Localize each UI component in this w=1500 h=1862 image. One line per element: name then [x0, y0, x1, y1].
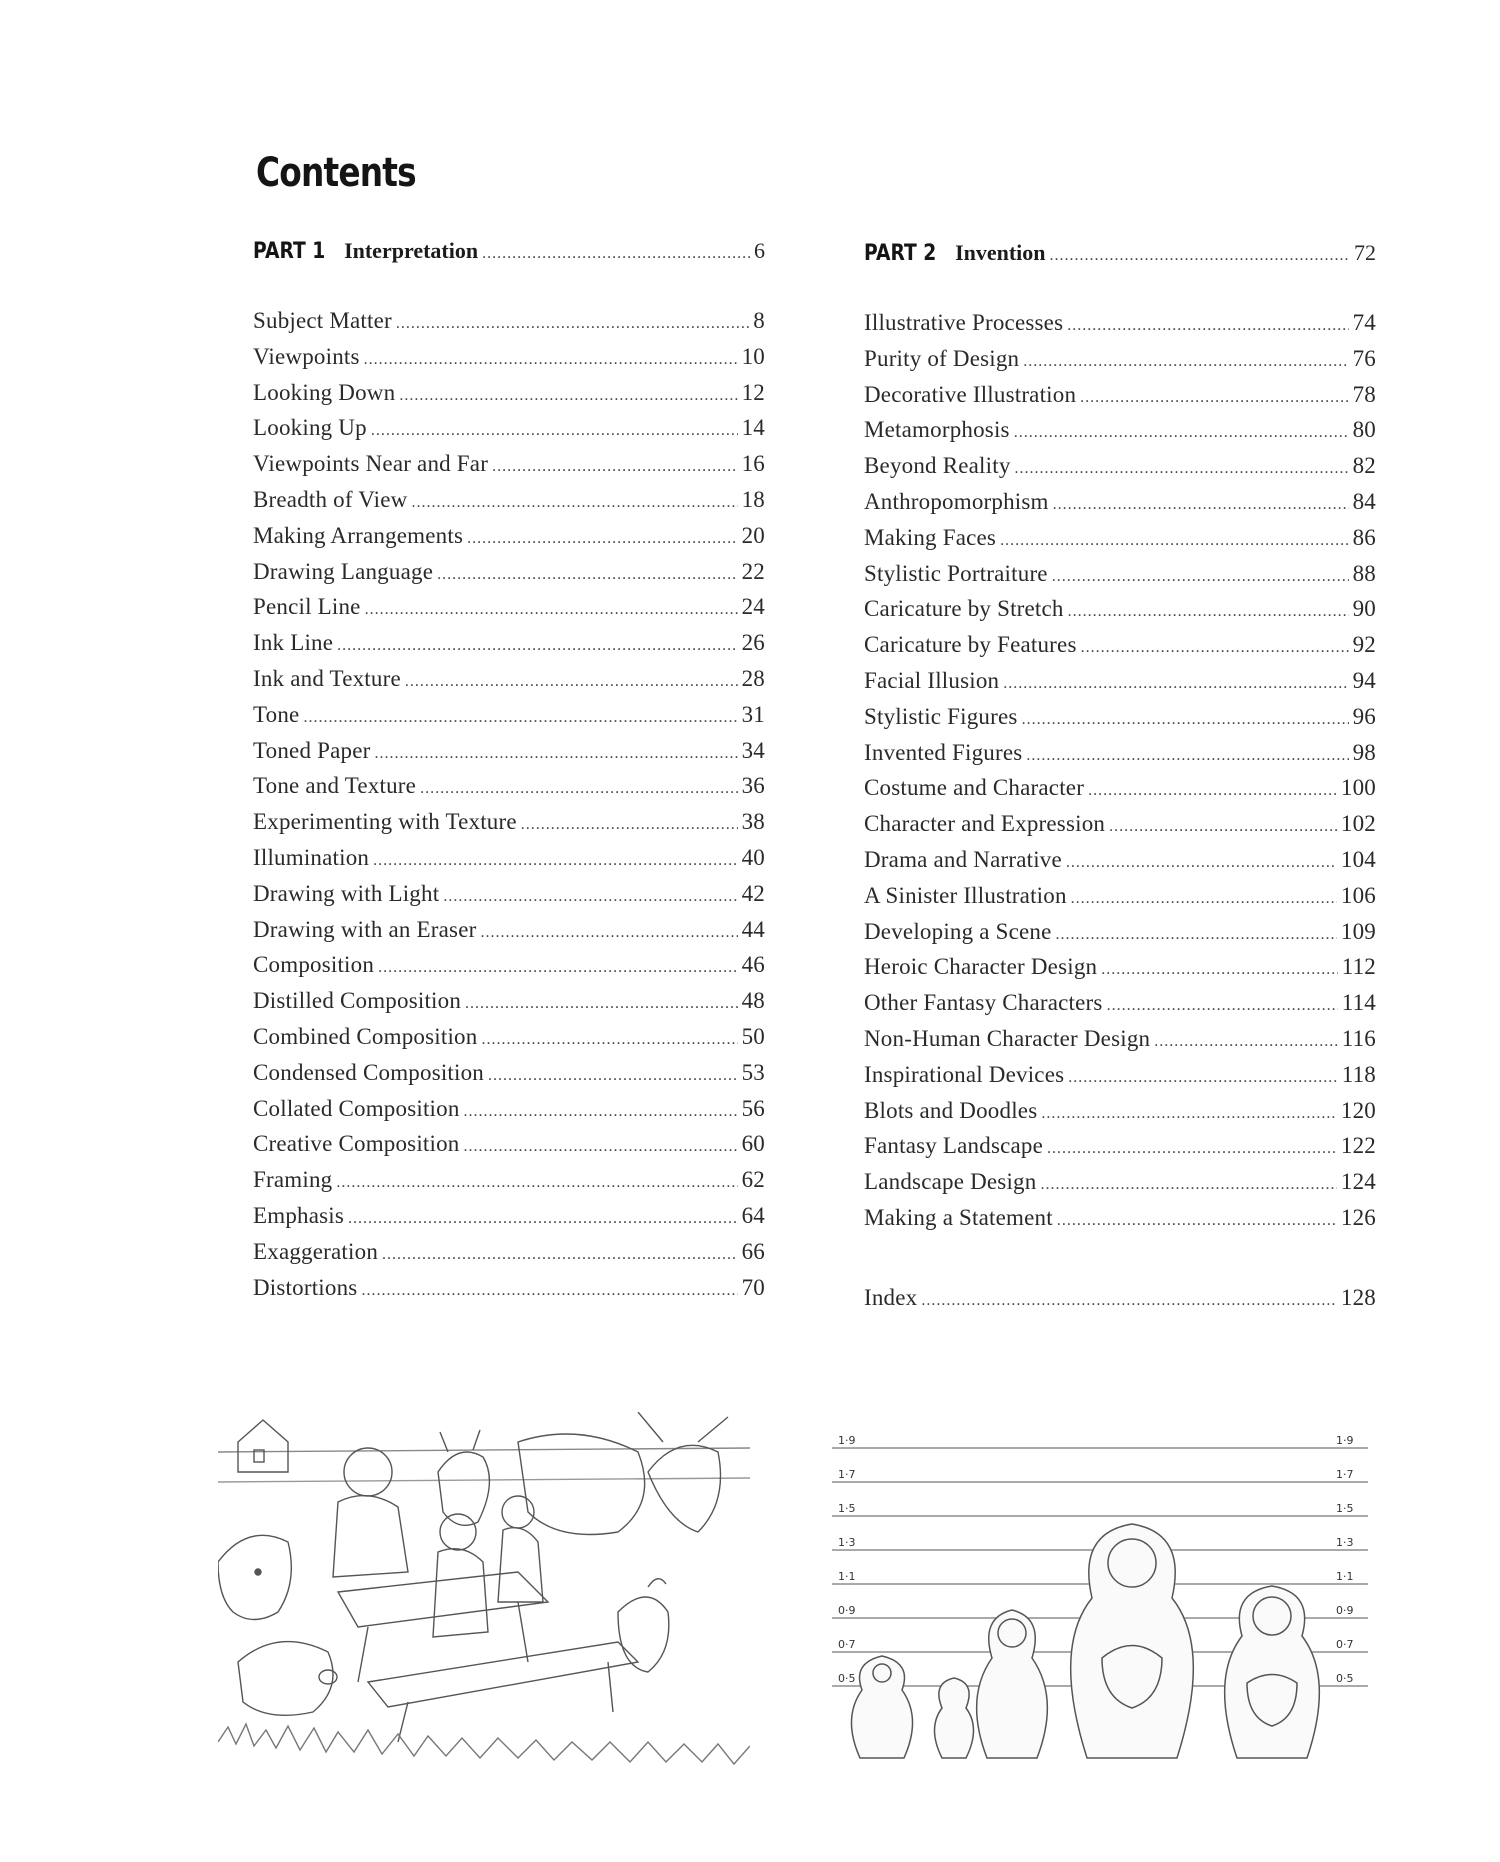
- leader-dots: [420, 780, 738, 798]
- toc-entry[interactable]: [864, 382, 1376, 418]
- toc-entry-title: Exaggeration: [253, 1238, 379, 1264]
- toc-entry-title: Metamorphosis: [864, 417, 1010, 443]
- toc-entry-title: Composition: [253, 952, 375, 978]
- toc-entry[interactable]: [864, 310, 1376, 346]
- toc-entry-page: 80: [1352, 417, 1376, 443]
- toc-entry-page: 104: [1340, 846, 1376, 872]
- nesting-dolls-height-chart-sketch-icon: [832, 1428, 1368, 1766]
- toc-entry-page: 102: [1340, 811, 1376, 837]
- leader-dots: [1052, 568, 1349, 586]
- toc-entry[interactable]: [864, 561, 1376, 597]
- leader-dots: [412, 494, 738, 512]
- leader-dots: [382, 1246, 738, 1264]
- leader-dots: [1080, 389, 1348, 407]
- scale-label: 1·9: [838, 1434, 856, 1447]
- leader-dots: [1056, 926, 1337, 944]
- toc-entry-page: 48: [741, 988, 765, 1014]
- toc-part2-column: [864, 240, 1376, 1321]
- leader-dots: [443, 888, 737, 906]
- scale-label: 0·7: [1336, 1638, 1354, 1651]
- toc-entry-page: 114: [1341, 990, 1376, 1016]
- toc-entry-title: Drawing with Light: [253, 880, 440, 906]
- toc-entry[interactable]: [864, 489, 1376, 525]
- part1-entries: [253, 308, 765, 1310]
- toc-entry-title: Caricature by Features: [864, 632, 1077, 658]
- toc-entry[interactable]: [253, 952, 765, 988]
- toc-entry-title: Collated Composition: [253, 1095, 460, 1121]
- toc-entry-title: Non-Human Character Design: [864, 1025, 1151, 1051]
- leader-dots: [921, 1292, 1337, 1310]
- toc-entry[interactable]: [253, 559, 765, 595]
- leader-dots: [521, 816, 738, 834]
- toc-entry[interactable]: [253, 415, 765, 451]
- toc-entry[interactable]: [253, 1131, 765, 1167]
- toc-entry-title: Beyond Reality: [864, 453, 1011, 479]
- leader-dots: [337, 637, 737, 655]
- toc-entry-page: 106: [1340, 882, 1376, 908]
- scale-label: 1·1: [1336, 1570, 1354, 1583]
- toc-entry-page: 50: [741, 1023, 765, 1049]
- toc-entry-title: Drawing Language: [253, 558, 434, 584]
- toc-entry-page: 38: [741, 809, 765, 835]
- toc-entry-page: 112: [1341, 954, 1376, 980]
- scale-label: 1·1: [838, 1570, 856, 1583]
- toc-entry-title: Illustrative Processes: [864, 310, 1064, 335]
- page-title: Contents: [256, 150, 416, 196]
- toc-entry[interactable]: [864, 1205, 1376, 1241]
- toc-entry-title: Purity of Design: [864, 345, 1020, 371]
- toc-entry[interactable]: [253, 1203, 765, 1239]
- toc-entry-page: 18: [741, 486, 765, 512]
- toc-entry[interactable]: [253, 1060, 765, 1096]
- toc-entry-title: Blots and Doodles: [864, 1097, 1038, 1123]
- toc-entry-title: Viewpoints Near and Far: [253, 451, 489, 477]
- toc-entry[interactable]: [864, 668, 1376, 704]
- part1-label: PART 1: [253, 239, 326, 264]
- leader-dots: [1053, 496, 1349, 514]
- leader-dots: [488, 1067, 738, 1085]
- toc-entry-title: A Sinister Illustration: [864, 882, 1067, 908]
- toc-entry-title: Invented Figures: [864, 739, 1023, 765]
- toc-entry[interactable]: [253, 738, 765, 774]
- toc-entry[interactable]: [253, 1167, 765, 1203]
- part2-heading[interactable]: [864, 240, 1376, 276]
- toc-entry-title: Emphasis: [253, 1202, 345, 1228]
- toc-entry-title: Caricature by Stretch: [864, 596, 1064, 622]
- toc-entry-title: Framing: [253, 1167, 333, 1193]
- toc-entry-title: Toned Paper: [253, 737, 371, 763]
- toc-entry-title: Breadth of View: [253, 486, 408, 512]
- leader-dots: [364, 351, 738, 369]
- toc-entry[interactable]: [864, 346, 1376, 382]
- toc-entry[interactable]: [253, 845, 765, 881]
- toc-entry-title: Inspirational Devices: [864, 1061, 1065, 1087]
- toc-entry-title: Creative Composition: [253, 1131, 460, 1157]
- toc-entry[interactable]: [864, 1062, 1376, 1098]
- toc-entry-title: Distilled Composition: [253, 988, 462, 1014]
- toc-entry-page: 94: [1352, 667, 1376, 693]
- leader-dots: [1068, 603, 1349, 621]
- toc-entry-page: 62: [741, 1167, 765, 1193]
- leader-dots: [361, 1282, 737, 1300]
- toc-entry-page: 31: [741, 701, 765, 727]
- scale-label: 1·7: [1336, 1468, 1354, 1481]
- leader-dots: [1109, 818, 1337, 836]
- toc-entry[interactable]: [253, 344, 765, 380]
- leader-dots: [1057, 1212, 1337, 1230]
- toc-entry[interactable]: [864, 990, 1376, 1026]
- leader-dots: [464, 1103, 738, 1121]
- toc-entry-title: Tone and Texture: [253, 773, 417, 799]
- toc-entry-title: Subject Matter: [253, 308, 392, 333]
- toc-entry[interactable]: [253, 451, 765, 487]
- toc-entry-title: Condensed Composition: [253, 1059, 485, 1085]
- toc-entry-page: 56: [741, 1095, 765, 1121]
- toc-entry-title: Illumination: [253, 844, 370, 870]
- leader-dots: [465, 995, 738, 1013]
- toc-entry-title: Costume and Character: [864, 775, 1085, 801]
- toc-entry[interactable]: [864, 775, 1376, 811]
- toc-entry-page: 64: [741, 1202, 765, 1228]
- toc-entry[interactable]: [864, 740, 1376, 776]
- toc-entry[interactable]: [864, 525, 1376, 561]
- toc-part1-column: [253, 238, 765, 1310]
- toc-entry[interactable]: [864, 1098, 1376, 1134]
- toc-entry[interactable]: [253, 1275, 765, 1311]
- toc-entry-page: 109: [1340, 918, 1376, 944]
- toc-entry-page: 92: [1352, 632, 1376, 658]
- toc-entry-title: Drawing with an Eraser: [253, 916, 477, 942]
- toc-entry-page: 120: [1340, 1097, 1376, 1123]
- part2-label: PART 2: [864, 241, 937, 266]
- scale-label: 1·7: [838, 1468, 856, 1481]
- part1-page: 6: [754, 238, 765, 263]
- leader-dots: [1081, 639, 1349, 657]
- toc-entry[interactable]: [864, 954, 1376, 990]
- toc-entry-page: 126: [1340, 1204, 1376, 1230]
- leader-dots: [1088, 782, 1337, 800]
- leader-dots: [365, 601, 738, 619]
- leader-dots: [374, 745, 737, 763]
- toc-entry-page: 8: [753, 308, 765, 333]
- toc-entry-page: 82: [1352, 453, 1376, 479]
- toc-entry[interactable]: [864, 417, 1376, 453]
- toc-entry-page: 60: [741, 1131, 765, 1157]
- picnic-farm-animals-sketch-icon: [218, 1412, 750, 1766]
- toc-entry-title: Pencil Line: [253, 594, 361, 620]
- part1-title: Interpretation: [344, 238, 479, 263]
- toc-entry-page: 86: [1352, 524, 1376, 550]
- toc-entry-title: Distortions: [253, 1274, 358, 1300]
- toc-entry-page: 118: [1341, 1061, 1376, 1087]
- leader-dots: [1154, 1033, 1338, 1051]
- toc-entry-title: Stylistic Figures: [864, 703, 1018, 729]
- leader-dots: [399, 387, 737, 405]
- leader-dots: [1040, 1176, 1336, 1194]
- toc-entry[interactable]: [864, 596, 1376, 632]
- leader-dots: [1026, 747, 1348, 765]
- toc-entry-title: Fantasy Landscape: [864, 1133, 1044, 1159]
- leader-dots: [492, 458, 738, 476]
- toc-entry[interactable]: [864, 1026, 1376, 1062]
- toc-entry-title: Character and Expression: [864, 811, 1106, 837]
- toc-entry[interactable]: [253, 773, 765, 809]
- toc-entry-title: Other Fantasy Characters: [864, 990, 1103, 1016]
- toc-entry-title: Looking Down: [253, 379, 396, 405]
- toc-entry-page: 28: [741, 665, 765, 691]
- toc-entry[interactable]: [864, 453, 1376, 489]
- toc-entry-page: 76: [1352, 345, 1376, 371]
- toc-entry-page: 78: [1352, 381, 1376, 407]
- toc-entry[interactable]: [864, 919, 1376, 955]
- toc-entry-page: 53: [741, 1059, 765, 1085]
- toc-entry-page: 20: [741, 522, 765, 548]
- toc-entry[interactable]: [864, 1169, 1376, 1205]
- leader-dots: [1015, 460, 1349, 478]
- toc-entry[interactable]: [864, 811, 1376, 847]
- leader-dots: [405, 673, 738, 691]
- toc-entry-page: 96: [1352, 703, 1376, 729]
- leader-dots: [1047, 1140, 1337, 1158]
- toc-entry-title: Decorative Illustration: [864, 381, 1077, 407]
- leader-dots: [481, 1031, 737, 1049]
- toc-entry[interactable]: [253, 380, 765, 416]
- toc-entry[interactable]: [253, 988, 765, 1024]
- index-title: Index: [864, 1284, 918, 1310]
- leader-dots: [396, 315, 749, 333]
- toc-entry-page: 26: [741, 630, 765, 656]
- part2-title: Invention: [955, 240, 1046, 265]
- toc-entry[interactable]: [253, 630, 765, 666]
- toc-entry-page: 44: [741, 916, 765, 942]
- toc-entry[interactable]: [253, 881, 765, 917]
- part1-heading[interactable]: [253, 238, 765, 274]
- leader-dots: [437, 566, 737, 584]
- toc-entry-title: Anthropomorphism: [864, 488, 1049, 514]
- toc-entry[interactable]: [253, 594, 765, 630]
- toc-entry[interactable]: [864, 847, 1376, 883]
- toc-entry-page: 42: [741, 880, 765, 906]
- scale-label: 1·9: [1336, 1434, 1354, 1447]
- leader-dots: [1000, 532, 1349, 550]
- toc-entry-page: 100: [1340, 775, 1376, 801]
- toc-entry-title: Making Faces: [864, 524, 997, 550]
- toc-entry-title: Developing a Scene: [864, 918, 1052, 944]
- leader-dots: [464, 1138, 738, 1156]
- toc-entry-page: 74: [1352, 310, 1376, 335]
- leader-dots: [1050, 247, 1350, 265]
- toc-entry-page: 16: [741, 451, 765, 477]
- toc-entry-page: 122: [1340, 1133, 1376, 1159]
- toc-entry-page: 12: [741, 379, 765, 405]
- scale-label: 0·7: [838, 1638, 856, 1651]
- scale-label: 0·5: [838, 1672, 856, 1685]
- toc-entry-page: 10: [741, 343, 765, 369]
- toc-entry-page: 22: [741, 558, 765, 584]
- leader-dots: [1068, 1069, 1337, 1087]
- leader-dots: [1022, 711, 1349, 729]
- toc-entry-title: Viewpoints: [253, 343, 360, 369]
- toc-entry-title: Combined Composition: [253, 1023, 478, 1049]
- toc-entry[interactable]: [253, 809, 765, 845]
- toc-entry-title: Making a Statement: [864, 1204, 1053, 1230]
- leader-dots: [378, 959, 738, 977]
- toc-entry-page: 66: [741, 1238, 765, 1264]
- leader-dots: [1101, 961, 1338, 979]
- toc-entry-title: Experimenting with Texture: [253, 809, 517, 835]
- toc-entry-title: Facial Illusion: [864, 667, 1000, 693]
- toc-entry-title: Heroic Character Design: [864, 954, 1098, 980]
- leader-dots: [1066, 854, 1337, 872]
- toc-entry-title: Looking Up: [253, 415, 367, 441]
- toc-entry[interactable]: [864, 1133, 1376, 1169]
- leader-dots: [467, 530, 737, 548]
- toc-entry-title: Landscape Design: [864, 1169, 1037, 1195]
- toc-entry[interactable]: [253, 917, 765, 953]
- toc-entry-page: 34: [741, 737, 765, 763]
- toc-entry-page: 88: [1352, 560, 1376, 586]
- toc-entry-title: Tone: [253, 701, 300, 727]
- toc-entry-title: Making Arrangements: [253, 522, 464, 548]
- leader-dots: [373, 852, 737, 870]
- scale-label: 0·5: [1336, 1672, 1354, 1685]
- part2-page: 72: [1354, 240, 1376, 265]
- toc-entry-title: Ink Line: [253, 630, 334, 656]
- scale-label: 1·5: [838, 1502, 856, 1515]
- leader-dots: [1003, 675, 1348, 693]
- leader-dots: [348, 1210, 738, 1228]
- index-page: 128: [1340, 1284, 1376, 1310]
- toc-entry-page: 90: [1352, 596, 1376, 622]
- leader-dots: [480, 924, 737, 942]
- toc-entry[interactable]: [253, 1096, 765, 1132]
- toc-entry-page: 98: [1352, 739, 1376, 765]
- toc-entry[interactable]: [864, 704, 1376, 740]
- toc-entry-page: 40: [741, 844, 765, 870]
- scale-label: 1·3: [838, 1536, 856, 1549]
- toc-entry[interactable]: [864, 632, 1376, 668]
- toc-entry[interactable]: [253, 308, 765, 344]
- scale-label: 1·3: [1336, 1536, 1354, 1549]
- toc-entry[interactable]: [253, 523, 765, 559]
- leader-dots: [1107, 997, 1338, 1015]
- leader-dots: [1023, 353, 1348, 371]
- toc-entry[interactable]: [253, 1239, 765, 1275]
- toc-entry-page: 84: [1352, 488, 1376, 514]
- toc-entry[interactable]: [253, 666, 765, 702]
- leader-dots: [371, 422, 738, 440]
- leader-dots: [1067, 317, 1348, 335]
- part2-entries: [864, 310, 1376, 1241]
- toc-entry-page: 116: [1341, 1025, 1376, 1051]
- scale-label: 1·5: [1336, 1502, 1354, 1515]
- toc-entry-title: Stylistic Portraiture: [864, 560, 1048, 586]
- leader-dots: [482, 245, 750, 263]
- scale-label: 0·9: [1336, 1604, 1354, 1617]
- toc-entry[interactable]: [864, 883, 1376, 919]
- leader-dots: [336, 1174, 737, 1192]
- toc-entry-page: 14: [741, 415, 765, 441]
- toc-entry-page: 36: [741, 773, 765, 799]
- leader-dots: [1041, 1105, 1337, 1123]
- leader-dots: [1014, 424, 1349, 442]
- leader-dots: [1071, 890, 1337, 908]
- scale-label: 0·9: [838, 1604, 856, 1617]
- toc-entry-index[interactable]: [864, 1285, 1376, 1321]
- toc-entry[interactable]: [253, 702, 765, 738]
- toc-entry-title: Ink and Texture: [253, 665, 401, 691]
- leader-dots: [303, 709, 737, 727]
- toc-entry-page: 70: [741, 1274, 765, 1300]
- toc-entry-title: Drama and Narrative: [864, 846, 1062, 872]
- toc-entry-page: 24: [741, 594, 765, 620]
- toc-entry[interactable]: [253, 487, 765, 523]
- toc-entry-page: 124: [1340, 1169, 1376, 1195]
- toc-entry-page: 46: [741, 952, 765, 978]
- toc-entry[interactable]: [253, 1024, 765, 1060]
